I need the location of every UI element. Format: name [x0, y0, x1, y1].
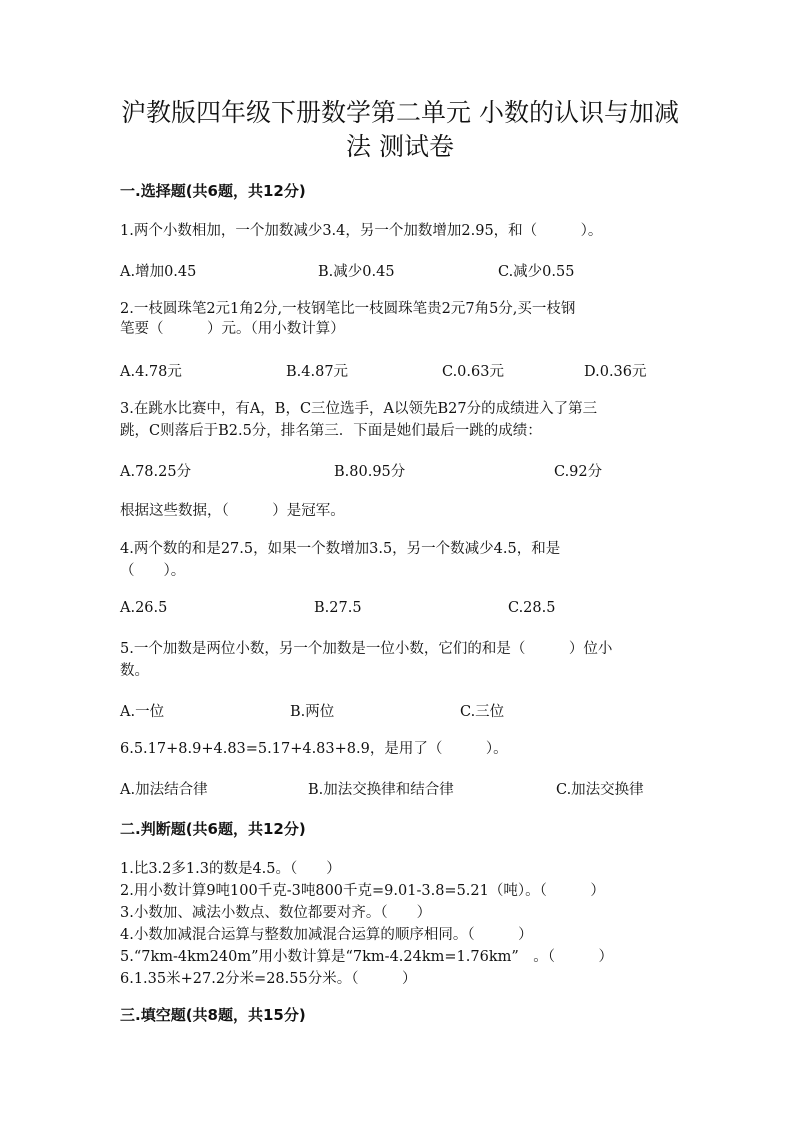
question-1-stem: 1.两个小数相加，一个加数减少3.4，另一个加数增加2.95，和（ ）。: [120, 223, 603, 239]
question-2-option-a: A.4.78元: [120, 364, 182, 380]
question-4-option-b: B.27.5: [314, 600, 362, 616]
page-title: [110, 96, 690, 164]
question-5-stem-line-1: 5.一个加数是两位小数，另一个加数是一位小数，它们的和是（ ）位小: [120, 641, 613, 657]
question-6-option-a: A.加法结合律: [120, 782, 208, 798]
title-line-2: 法 测试卷: [346, 132, 454, 161]
question-1-option-c: C.减少0.55: [498, 264, 575, 280]
question-5-option-c: C.三位: [460, 704, 505, 720]
question-6-option-b: B.加法交换律和结合律: [308, 782, 454, 798]
judgement-item-6: 6.1.35米+27.2分米=28.55分米。（ ）: [120, 971, 417, 987]
question-3-stem-line-1: 3.在跳水比赛中，有A，B，C三位选手，A以领先B27分的成绩进入了第三: [120, 401, 598, 417]
judgement-item-2: 2.用小数计算9吨100千克-3吨800千克=9.01-3.8=5.21（吨）。（ ）: [120, 883, 605, 899]
question-3-option-a: A.78.25分: [120, 464, 192, 480]
judgement-item-5: 5.“7km-4km240m”用小数计算是“7km-4.24km=1.76km” 。（ ）: [120, 949, 614, 965]
section-heading-judgement: 二.判断题(共6题，共12分): [120, 820, 306, 838]
title-line-1: 沪教版四年级下册数学第二单元 小数的认识与加减: [121, 98, 679, 127]
question-6-option-c: C.加法交换律: [556, 782, 644, 798]
question-4-stem-line-2: （ ）。: [120, 563, 186, 579]
question-2-option-c: C.0.63元: [442, 364, 504, 380]
question-5-option-a: A.一位: [120, 704, 165, 720]
question-2-option-d: D.0.36元: [584, 364, 647, 380]
question-4-option-c: C.28.5: [508, 600, 556, 616]
section-heading-choice: 一.选择题(共6题，共12分): [120, 182, 306, 200]
judgement-item-4: 4.小数加减混合运算与整数加减混合运算的顺序相同。（ ）: [120, 927, 533, 943]
question-4-option-a: A.26.5: [120, 600, 168, 616]
question-5-option-b: B.两位: [290, 704, 335, 720]
question-2-option-b: B.4.87元: [286, 364, 349, 380]
question-1-option-b: B.减少0.45: [318, 264, 395, 280]
question-2-stem-line-1: 2.一枝圆珠笔2元1角2分,一枝钢笔比一枝圆珠笔贵2元7角5分,买一枝钢: [120, 301, 576, 317]
judgement-item-3: 3.小数加、减法小数点、数位都要对齐。（ ）: [120, 905, 432, 921]
question-1-option-a: A.增加0.45: [120, 264, 197, 280]
question-3-stem-line-2: 跳，C则落后于B2.5分，排名第三．下面是她们最后一跳的成绩：: [120, 423, 542, 439]
question-5-stem-line-2: 数。: [120, 663, 149, 679]
section-heading-fill-in: 三.填空题(共8题，共15分): [120, 1006, 306, 1024]
question-6-stem: 6.5.17+8.9+4.83=5.17+4.83+8.9，是用了（ ）。: [120, 741, 508, 757]
question-4-stem-line-1: 4.两个数的和是27.5，如果一个数增加3.5，另一个数减少4.5，和是: [120, 541, 561, 557]
question-3-option-c: C.92分: [554, 464, 603, 480]
question-2-stem-line-2: 笔要（ ）元。（用小数计算）: [120, 321, 345, 337]
question-3-option-b: B.80.95分: [334, 464, 406, 480]
question-3-tail: 根据这些数据，（ ）是冠军。: [120, 503, 345, 519]
judgement-item-1: 1.比3.2多1.3的数是4.5。（ ）: [120, 861, 341, 877]
